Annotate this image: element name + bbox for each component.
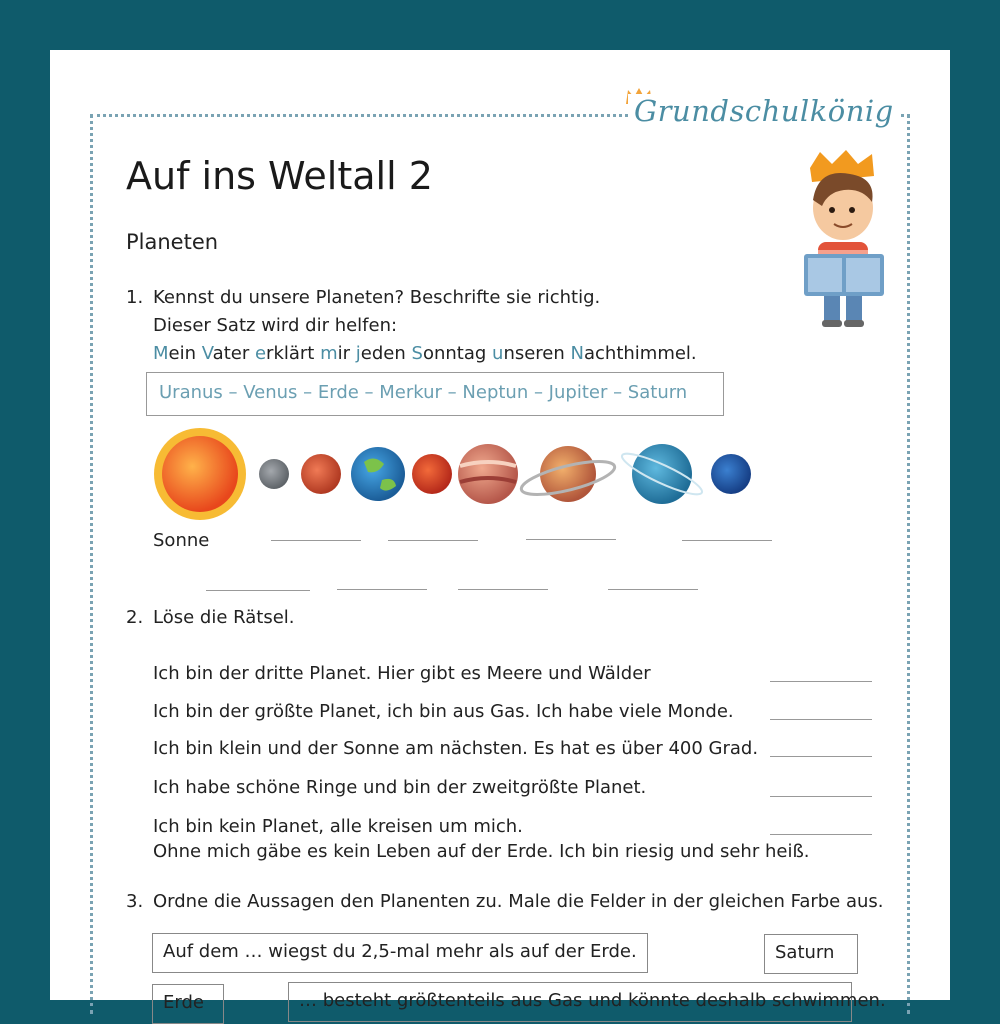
answer-line[interactable] <box>271 540 361 541</box>
mnemonic-initial: V <box>201 343 213 364</box>
answer-line[interactable] <box>682 540 772 541</box>
jupiter-icon <box>458 444 518 504</box>
sun-label: Sonne <box>153 530 210 551</box>
mnemonic-initial: j <box>355 343 361 364</box>
task2-number: 2. <box>126 607 144 628</box>
mnemonic-rest: rklärt <box>266 343 321 364</box>
answer-line[interactable] <box>458 589 548 590</box>
riddle-text-continued: Ohne mich gäbe es kein Leben auf der Erde. Ich bin riesig und sehr heiß. <box>153 841 810 862</box>
riddle-text: Ich bin der größte Planet, ich bin aus Gas. Ich habe viele Monde. <box>153 701 734 722</box>
reading-boy-illustration <box>788 150 928 328</box>
mnemonic-rest: onntag <box>422 343 493 364</box>
venus-icon <box>301 454 341 494</box>
statement-box[interactable]: Auf dem … wiegst du 2,5-mal mehr als auf der Erde. <box>152 933 648 973</box>
worksheet <box>50 50 950 1013</box>
uranus-icon <box>618 444 705 504</box>
riddle-text: Ich bin klein und der Sonne am nächsten. Es hat es über 400 Grad. <box>153 738 759 759</box>
riddle-answer-line[interactable] <box>770 719 872 720</box>
riddle-text: Ich habe schöne Ringe und bin der zweitgrößte Planet. <box>153 777 647 798</box>
task3-heading: Ordne die Aussagen den Planenten zu. Male die Felder in der gleichen Farbe aus. <box>153 891 884 912</box>
task1-instruction: Kennst du unsere Planeten? Beschrifte sie richtig. <box>153 287 601 308</box>
task2-heading: Löse die Rätsel. <box>153 607 295 628</box>
planet-box[interactable]: Saturn <box>764 934 858 974</box>
page-title: Auf ins Weltall 2 <box>126 154 433 198</box>
answer-line[interactable] <box>337 589 427 590</box>
planets-row <box>146 422 786 526</box>
mnemonic-initial: M <box>153 343 169 364</box>
riddle-answer-line[interactable] <box>770 834 872 835</box>
mercury-icon <box>259 459 289 489</box>
answer-line[interactable] <box>206 590 310 591</box>
mnemonic-rest: nseren <box>503 343 571 364</box>
mnemonic-rest: achthimmel. <box>583 343 697 364</box>
mnemonic-rest: ir <box>337 343 356 364</box>
statement-box[interactable]: … besteht größtenteils aus Gas und könnte deshalb schwimmen. <box>288 982 852 1022</box>
mnemonic-initial: N <box>570 343 584 364</box>
neptune-icon <box>711 454 751 494</box>
answer-line[interactable] <box>608 589 698 590</box>
section-subtitle: Planeten <box>126 230 219 254</box>
sun-icon <box>154 428 246 520</box>
planet-box[interactable]: Erde <box>152 984 224 1024</box>
riddle-answer-line[interactable] <box>770 756 872 757</box>
answer-line[interactable] <box>388 540 478 541</box>
riddle-answer-line[interactable] <box>770 681 872 682</box>
mnemonic-initial: u <box>492 343 504 364</box>
mnemonic-initial: m <box>320 343 338 364</box>
earth-icon <box>351 447 405 501</box>
planet-word-bank: Uranus – Venus – Erde – Merkur – Neptun – Jupiter – Saturn <box>146 372 724 416</box>
task3-number: 3. <box>126 891 144 912</box>
saturn-icon <box>519 446 618 502</box>
mnemonic-rest: eden <box>360 343 412 364</box>
brand-logo: Grundschulkönig <box>628 94 900 128</box>
task1-hint: Dieser Satz wird dir helfen: <box>153 315 398 336</box>
task1-number: 1. <box>126 287 144 308</box>
mars-icon <box>412 454 452 494</box>
riddle-answer-line[interactable] <box>770 796 872 797</box>
answer-line[interactable] <box>526 539 616 540</box>
mnemonic-initial: e <box>254 343 267 364</box>
mnemonic-initial: S <box>411 343 423 364</box>
mnemonic-rest: ein <box>168 343 202 364</box>
mnemonic-rest: ater <box>212 343 255 364</box>
mnemonic-sentence <box>153 343 697 364</box>
riddle-text: Ich bin kein Planet, alle kreisen um mich. <box>153 816 523 837</box>
riddle-text: Ich bin der dritte Planet. Hier gibt es Meere und Wälder <box>153 663 651 684</box>
